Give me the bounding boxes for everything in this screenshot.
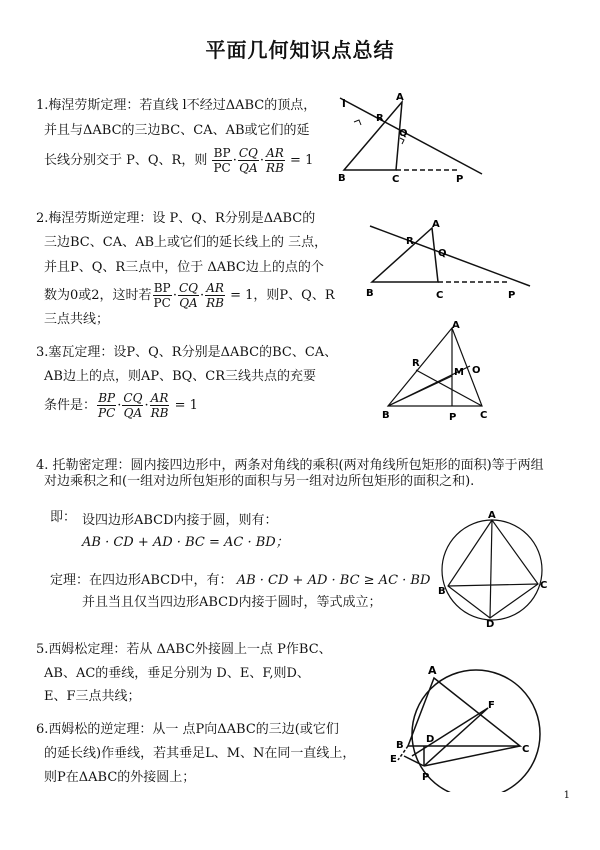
svg-text:R: R xyxy=(412,358,420,369)
fraction-ar-rb: $\frac{AR}{RB}$ xyxy=(266,146,284,175)
s1-line2: 并且与ΔABC的三边BC、CA、AB或它们的延 xyxy=(44,123,310,138)
s5-line2: AB、AC的垂线，垂足分别为 D、E、F,则D、 xyxy=(44,666,310,681)
svg-text:l: l xyxy=(342,97,346,110)
svg-text:C: C xyxy=(480,410,488,421)
s4-line2: 对边乘积之和(一组对边所包矩形的面积与另一组对边所包矩形的面积之和). xyxy=(44,474,475,489)
line-l xyxy=(340,98,482,174)
page-title: 平面几何知识点总结 xyxy=(205,38,395,62)
svg-text:F: F xyxy=(488,700,495,711)
s6-line1: 6.西姆松的逆定理：从一 点P向ΔABC的三边(或它们 xyxy=(36,722,339,737)
s4-ji: 即： xyxy=(50,510,77,525)
s3-line3: 条件是： $\frac{BP}{PC}$ · $\frac{CQ}{QA}$ · $\frac{AR}{RB}$ = 1 xyxy=(44,391,198,420)
triangle-abc xyxy=(344,102,402,170)
svg-text:A: A xyxy=(396,92,404,103)
svg-text:P: P xyxy=(422,772,430,783)
s2-line1: 2.梅涅劳斯逆定理：设 P、Q、R分别是ΔABC的 xyxy=(36,211,316,226)
svg-text:R: R xyxy=(406,236,414,247)
svg-text:C: C xyxy=(436,290,444,301)
s2-line4: 数为0或2，这时若 $\frac{BP}{PC}$ · $\frac{CQ}{QA}$ · $\frac{AR}{RB}$ = 1，则P、Q、R xyxy=(44,281,335,310)
s2-line4-prefix: 数为0或2，这时若 xyxy=(44,288,152,303)
s3-line2: AB边上的点，则AP、BQ、CR三线共点的充要 xyxy=(44,369,317,384)
svg-text:A: A xyxy=(428,664,437,677)
fraction-ar-rb-3: $\frac{AR}{RB}$ xyxy=(150,391,169,420)
s2-line5: 三点共线； xyxy=(44,312,110,327)
svg-text:B: B xyxy=(438,586,446,597)
page-number: 1 xyxy=(563,790,570,801)
svg-text:C: C xyxy=(540,580,548,591)
s2-line2: 三边BC、CA、AB上或它们的延长线上的 三点， xyxy=(44,235,328,250)
s4-line5-prefix: 定理：在四边形ABCD中，有： xyxy=(50,573,233,588)
s4-line3: 设四边形ABCD内接于圆，则有： xyxy=(82,513,278,528)
s1-line3-text: 长线分别交于 P、Q、R，则 xyxy=(44,153,208,168)
fraction-cq-qa-3: $\frac{CQ}{QA}$ xyxy=(123,391,143,420)
fraction-ar-rb-2: $\frac{AR}{RB}$ xyxy=(206,281,224,310)
svg-text:M: M xyxy=(454,367,464,378)
svg-text:P: P xyxy=(449,412,457,423)
s6-line2: 的延长线)作垂线，若其垂足L、M、N在同一直线上， xyxy=(44,746,356,761)
fraction-cq-qa: $\frac{CQ}{QA}$ xyxy=(238,146,258,175)
ptolemy-figure xyxy=(432,508,552,628)
triangle-abc-2 xyxy=(372,228,438,282)
svg-text:B: B xyxy=(338,173,346,184)
line-pqr xyxy=(370,226,530,286)
svg-text:C: C xyxy=(522,744,530,755)
svg-text:B: B xyxy=(396,740,404,751)
simson-figure xyxy=(384,656,560,792)
s2-line4-suffix: ，则P、Q、R xyxy=(253,288,335,303)
fraction-bp-pc-3: $\frac{BP}{PC}$ xyxy=(98,391,116,420)
s2-line3: 并且P、Q、R三点中，位于 ΔABC边上的点的个 xyxy=(44,260,324,275)
fraction-bp-pc-2: $\frac{BP}{PC}$ xyxy=(153,281,171,310)
equals-one-3: = 1 xyxy=(174,398,198,413)
s3-line1: 3.塞瓦定理：设P、Q、R分别是ΔABC的BC、CA、 xyxy=(36,345,338,360)
s5-line3: E、F三点共线； xyxy=(44,689,141,704)
s1-line3: 长线分别交于 P、Q、R，则 $\frac{BP}{PC}$ · $\frac{CQ}{QA}$ · $\frac{AR}{RB}$ = 1 xyxy=(44,146,314,175)
svg-text:P: P xyxy=(456,174,464,185)
s1-line1: 1.梅涅劳斯定理：若直线 l不经过ΔABC的顶点， xyxy=(36,98,317,113)
svg-text:D: D xyxy=(426,734,435,745)
svg-text:A: A xyxy=(488,510,496,521)
svg-text:O: O xyxy=(472,365,481,376)
s5-line1: 5.西姆松定理：若从 ΔABC外接圆上一点 P作BC、 xyxy=(36,642,332,657)
s3-line3-prefix: 条件是： xyxy=(44,398,97,413)
svg-text:C: C xyxy=(392,174,400,185)
svg-text:Q: Q xyxy=(399,128,408,139)
s6-line3: 则P在ΔABC的外接圆上； xyxy=(44,770,196,785)
ceva-figure xyxy=(372,318,502,423)
svg-text:Q: Q xyxy=(438,248,447,259)
s4-inequality: AB · CD + AD · BC ≥ AC · BD xyxy=(236,573,431,588)
svg-text:A: A xyxy=(432,219,440,230)
svg-text:A: A xyxy=(452,320,460,331)
s4-line4: AB · CD + AD · BC = AC · BD； xyxy=(82,535,289,550)
fraction-bp-pc: $\frac{BP}{PC}$ xyxy=(213,146,231,175)
s4-line1: 4. 托勒密定理：圆内接四边形中，两条对角线的乘积(两对角线所包矩形的面积)等于两组 xyxy=(36,458,544,473)
equals-one-2: = 1 xyxy=(230,288,254,303)
svg-text:E: E xyxy=(390,754,397,765)
svg-text:R: R xyxy=(376,113,384,124)
equals-one: = 1 xyxy=(290,153,314,168)
s4-line6: 并且当且仅当四边形ABCD内接于圆时，等式成立； xyxy=(82,595,382,610)
svg-text:D: D xyxy=(486,619,495,628)
menelaus-figure xyxy=(330,88,490,186)
svg-text:B: B xyxy=(366,288,374,299)
fraction-cq-qa-2: $\frac{CQ}{QA}$ xyxy=(178,281,198,310)
svg-text:P: P xyxy=(508,290,516,301)
svg-text:B: B xyxy=(382,410,390,421)
menelaus-converse-figure xyxy=(360,218,535,308)
